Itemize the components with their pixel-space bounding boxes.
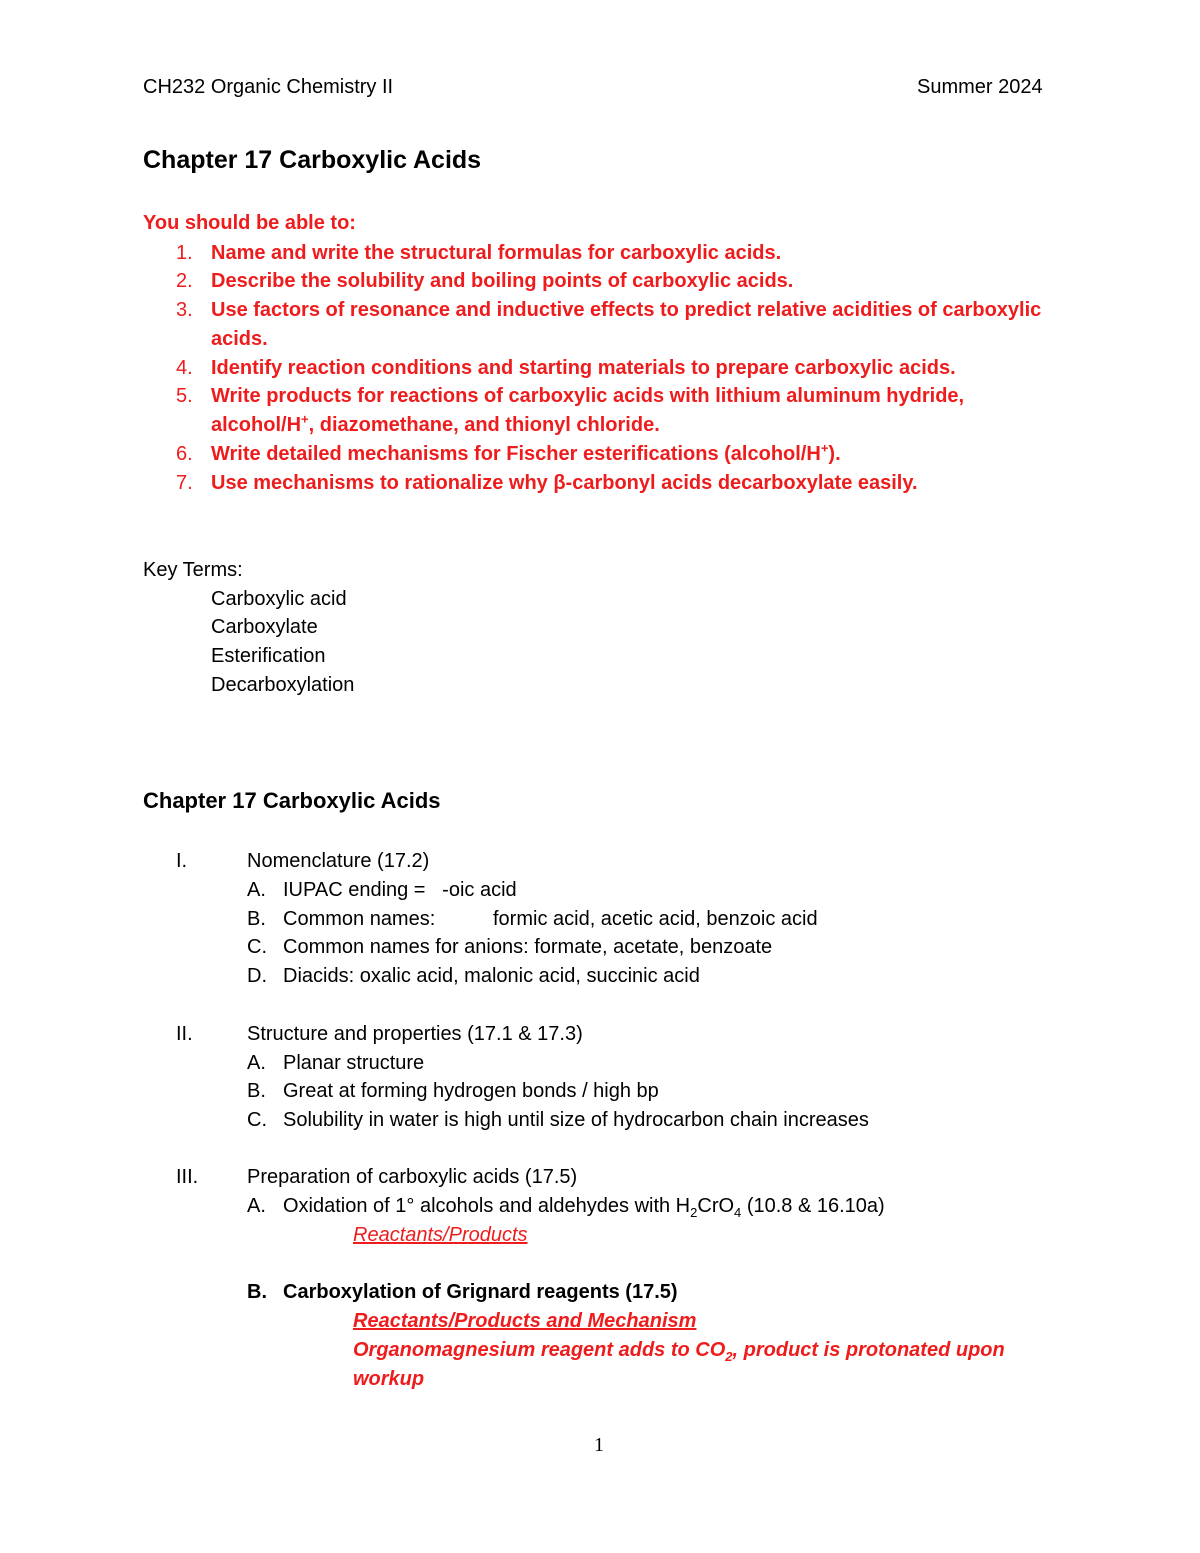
key-term: Decarboxylation: [211, 674, 355, 696]
objective-text: Identify reaction conditions and starting materials to prepare carboxylic acids.: [211, 357, 956, 379]
subsection-letter: C.: [247, 936, 267, 958]
subsection-text: Oxidation of 1° alcohols and aldehydes with $H_2CrO_4$ (10.8 & 16.10a): [283, 1195, 885, 1220]
objective-number: 2.: [176, 270, 193, 292]
subsection-letter: A.: [247, 1195, 266, 1217]
page-title: Chapter 17 Carboxylic Acids: [143, 146, 482, 174]
section-number: I.: [176, 850, 188, 872]
objective-text: Write products for reactions of carboxylic acids with lithium aluminum hydride,: [211, 385, 965, 407]
term-header: Summer 2024: [917, 76, 1043, 98]
subsection-text: Common names for anions: formate, acetate, benzoate: [283, 936, 773, 958]
section-number: II.: [176, 1023, 193, 1045]
subsection-text: Diacids: oxalic acid, malonic acid, succinic acid: [283, 965, 700, 987]
objective-number: 1.: [176, 242, 193, 264]
objective-text: Name and write the structural formulas for carboxylic acids.: [211, 242, 782, 264]
objective-text: Write detailed mechanisms for Fischer esterifications (alcohol/H+).: [211, 440, 841, 465]
section-number: III.: [176, 1166, 199, 1188]
reactants-products-link[interactable]: Reactants/Products: [353, 1224, 528, 1246]
section-label: Nomenclature (17.2): [247, 850, 430, 872]
objective-text-continued: acids.: [211, 328, 268, 350]
outline-title: Chapter 17 Carboxylic Acids: [143, 788, 441, 813]
grignard-note-continued: workup: [353, 1368, 425, 1390]
subsection-text: Planar structure: [283, 1052, 425, 1074]
objective-text: Use mechanisms to rationalize why β-carbonyl acids decarboxylate easily.: [211, 472, 918, 494]
subsection-text: Solubility in water is high until size of hydrocarbon chain increases: [283, 1109, 869, 1131]
objective-number: 6.: [176, 443, 193, 465]
page-number: 1: [594, 1434, 604, 1456]
subsection-text: Great at forming hydrogen bonds / high bp: [283, 1080, 659, 1102]
objective-text: Describe the solubility and boiling points of carboxylic acids.: [211, 270, 794, 292]
subsection-letter: D.: [247, 965, 267, 987]
subsection-letter: B.: [247, 1080, 266, 1102]
course-header: CH232 Organic Chemistry II: [143, 76, 394, 98]
key-term: Esterification: [211, 645, 326, 667]
objective-number: 7.: [176, 472, 193, 494]
objective-text-continued: alcohol/H+, diazomethane, and thionyl chloride.: [211, 411, 660, 436]
subsection-text-extra: formic acid, acetic acid, benzoic acid: [493, 908, 818, 930]
grignard-note: Organomagnesium reagent adds to $CO_2$, product is protonated upon: [353, 1339, 1005, 1364]
key-term: Carboxylate: [211, 616, 318, 638]
objective-number: 3.: [176, 299, 193, 321]
subsection-letter: B.: [247, 908, 266, 930]
key-term: Carboxylic acid: [211, 588, 347, 610]
subsection-letter: A.: [247, 879, 266, 901]
reactants-products-mechanism-link[interactable]: Reactants/Products and Mechanism: [353, 1310, 697, 1332]
objective-number: 4.: [176, 357, 193, 379]
section-label: Preparation of carboxylic acids (17.5): [247, 1166, 578, 1188]
subsection-text: Carboxylation of Grignard reagents (17.5): [283, 1281, 678, 1303]
subsection-letter: A.: [247, 1052, 266, 1074]
objective-number: 5.: [176, 385, 193, 407]
subsection-letter: B.: [247, 1281, 267, 1303]
key-terms-heading: Key Terms:: [143, 559, 243, 581]
objective-text: Use factors of resonance and inductive effects to predict relative acidities of carboxylic: [211, 299, 1042, 321]
subsection-text: IUPAC ending = -oic acid: [283, 879, 517, 901]
section-label: Structure and properties (17.1 & 17.3): [247, 1023, 583, 1045]
objectives-heading: You should be able to:: [143, 212, 356, 234]
subsection-text: Common names:: [283, 908, 436, 930]
subsection-letter: C.: [247, 1109, 267, 1131]
